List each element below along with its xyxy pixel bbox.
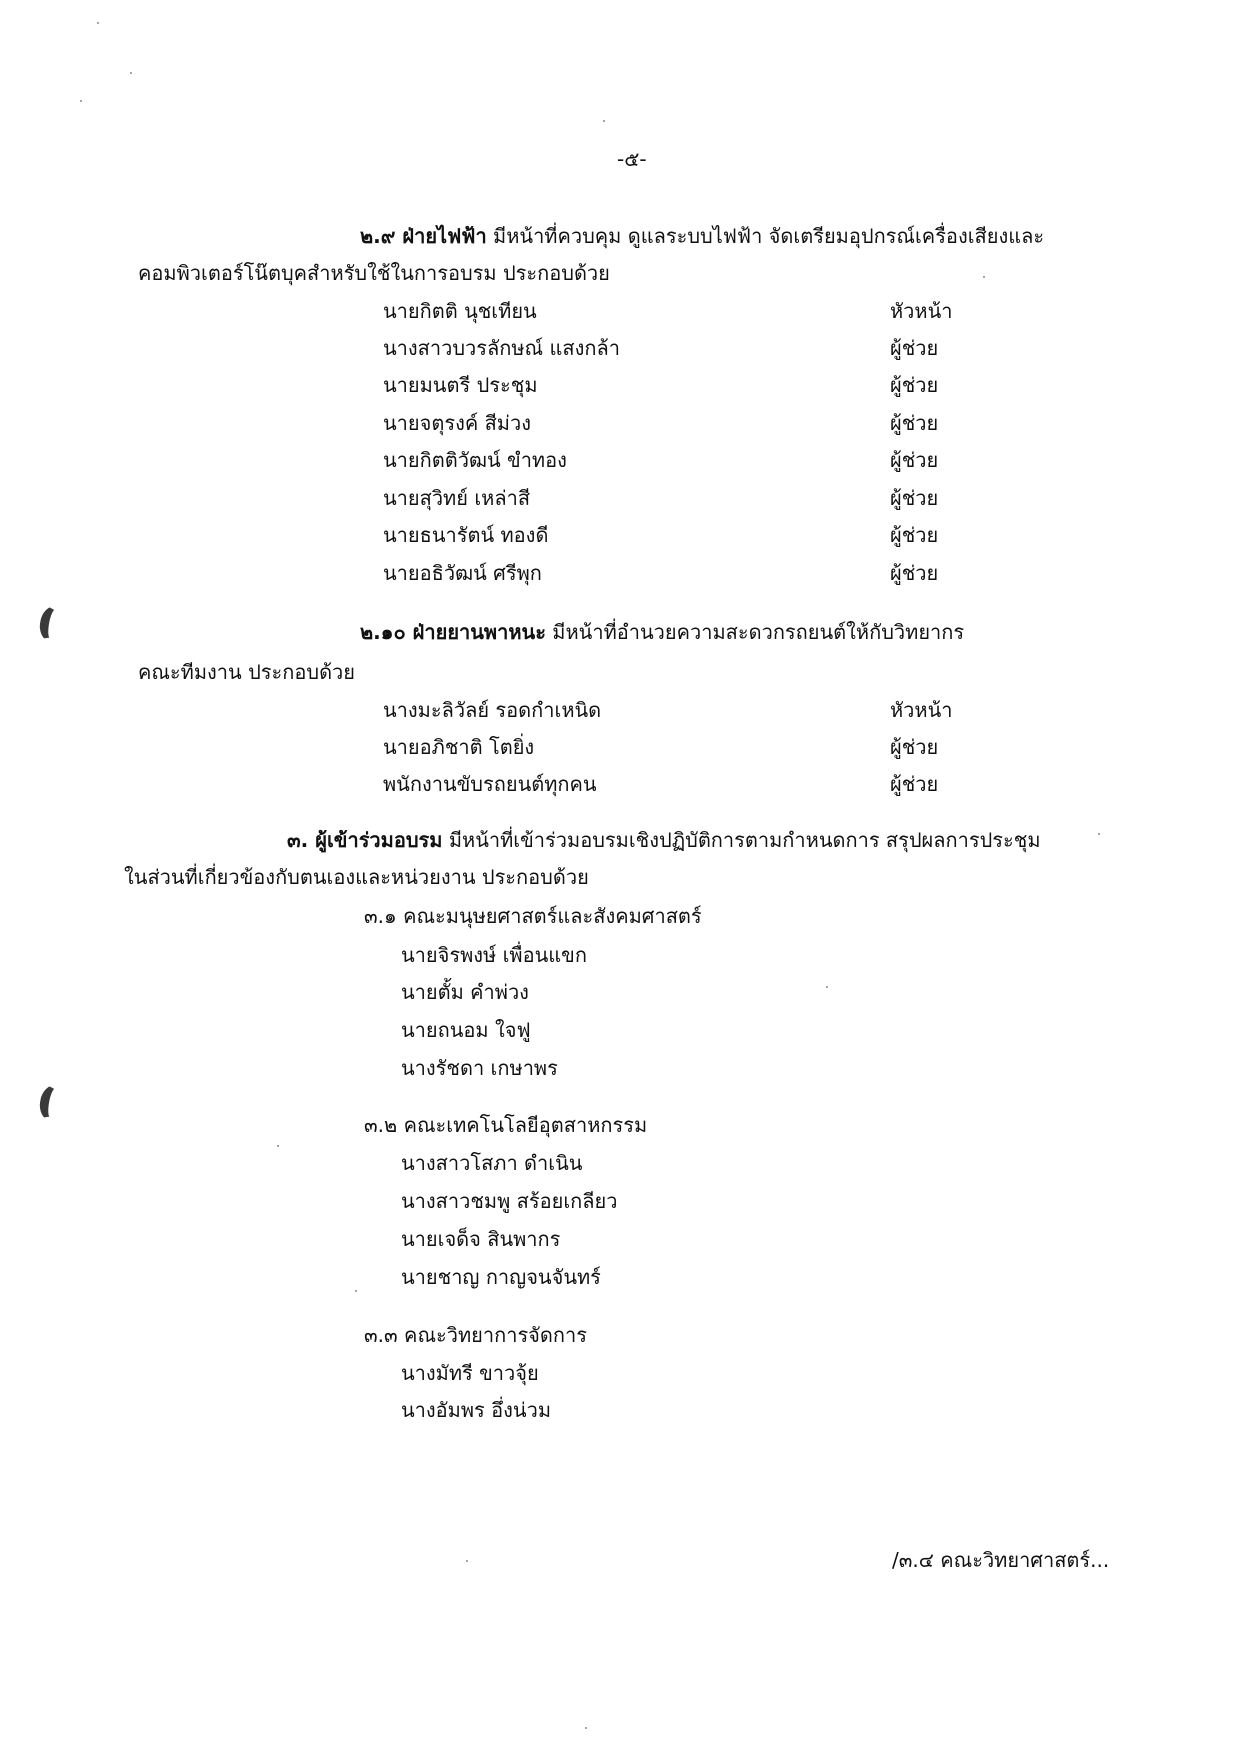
punch-hole-top [37,604,69,644]
section-2-9-text-continued: คอมพิวเตอร์โน๊ตบุคสำหรับใช้ในการอบรม ประกอบด้วย [138,261,610,285]
section-3-intro [287,826,1041,854]
member-name: นายมนตรี ประชุม [383,373,538,397]
member-name: นายกิตติ นุชเทียน [383,299,537,323]
member-role: ผู้ช่วย [890,336,939,360]
member-role: ผู้ช่วย [890,561,939,585]
member-role: ผู้ช่วย [890,411,939,435]
participant-name: นายชาญ กาญจนจันทร์ [401,1265,601,1289]
participant-name: นางสาวชมพู สร้อยเกลียว [401,1189,618,1213]
group-title: ๓.๒ คณะเทคโนโลยีอุตสาหกรรม [364,1113,648,1137]
scan-speck [277,1145,279,1147]
section-2-10-text-continued: คณะทีมงาน ประกอบด้วย [138,660,356,684]
section-2-9-heading: ๒.๙ ฝ่ายไฟฟ้า [360,224,487,248]
member-name: นางสาวบวรลักษณ์ แสงกล้า [383,336,620,360]
group-title: ๓.๓ คณะวิทยาการจัดการ [364,1323,587,1347]
member-name: นายอภิชาติ โตยิ่ง [383,735,535,759]
scan-speck [1098,833,1100,835]
participant-name: นางสาวโสภา ดำเนิน [401,1151,583,1175]
punch-hole-bottom [37,1083,69,1123]
participant-name: นายจิรพงษ์ เพื่อนแขก [401,943,587,967]
member-name: นายจตุรงค์ สีม่วง [383,411,531,435]
group-title: ๓.๑ คณะมนุษยศาสตร์และสังคมศาสตร์ [364,904,702,928]
participant-name: นายตั้ม คำพ่วง [401,980,529,1004]
scan-speck [130,72,132,74]
section-2-10-intro [360,618,964,646]
member-role: ผู้ช่วย [890,448,939,472]
member-name: นายธนารัตน์ ทองดี [383,523,549,547]
member-role: ผู้ช่วย [890,373,939,397]
member-name: นายสุวิทย์ เหล่าสี [383,486,531,510]
member-name: พนักงานขับรถยนต์ทุกคน [383,772,597,796]
member-role: ผู้ช่วย [890,486,939,510]
section-2-10-text: มีหน้าที่อำนวยความสะดวกรถยนต์ให้กับวิทยากร [545,620,965,644]
participant-name: นายถนอม ใจฟู [401,1018,531,1042]
page-number: -๕- [617,147,647,171]
participant-name: นางอัมพร อึ่งน่วม [401,1398,552,1422]
member-role: ผู้ช่วย [890,735,939,759]
scan-speck [585,1727,587,1729]
member-role: ผู้ช่วย [890,523,939,547]
member-role: หัวหน้า [890,299,953,323]
participant-name: นางรัชดา เกษาพร [401,1056,558,1080]
section-2-9-intro [360,222,1044,250]
scan-speck [97,22,99,24]
section-3-text-continued: ในส่วนที่เกี่ยวข้องกับตนเองและหน่วยงาน ประกอบด้วย [124,865,589,889]
scan-speck [80,100,82,102]
member-name: นายอธิวัฒน์ ศรีพุก [383,561,542,585]
participant-name: นางมัทรี ขาวจุ้ย [401,1361,539,1385]
section-2-10-heading: ๒.๑๐ ฝ่ายยานพาหนะ [360,620,546,644]
member-role: ผู้ช่วย [890,772,939,796]
section-3-text: มีหน้าที่เข้าร่วมอบรมเชิงปฏิบัติการตามกำหนดการ สรุปผลการประชุม [442,828,1041,852]
scan-speck [355,1290,357,1292]
scan-speck [466,1560,468,1562]
section-3-heading: ๓. ผู้เข้าร่วมอบรม [287,828,443,852]
scan-speck [603,120,605,122]
section-2-9-text: มีหน้าที่ควบคุม ดูแลระบบไฟฟ้า จัดเตรียมอุปกรณ์เครื่องเสียงและ [486,224,1045,248]
scan-speck [983,276,985,278]
member-role: หัวหน้า [890,698,953,722]
scan-speck [826,986,828,988]
member-name: นายกิตติวัฒน์ ขำทอง [383,448,567,472]
member-name: นางมะลิวัลย์ รอดกำเหนิด [383,698,602,722]
participant-name: นายเจด็จ สินพากร [401,1227,561,1251]
continuation-footer: /๓.๔ คณะวิทยาศาสตร์... [892,1548,1110,1572]
